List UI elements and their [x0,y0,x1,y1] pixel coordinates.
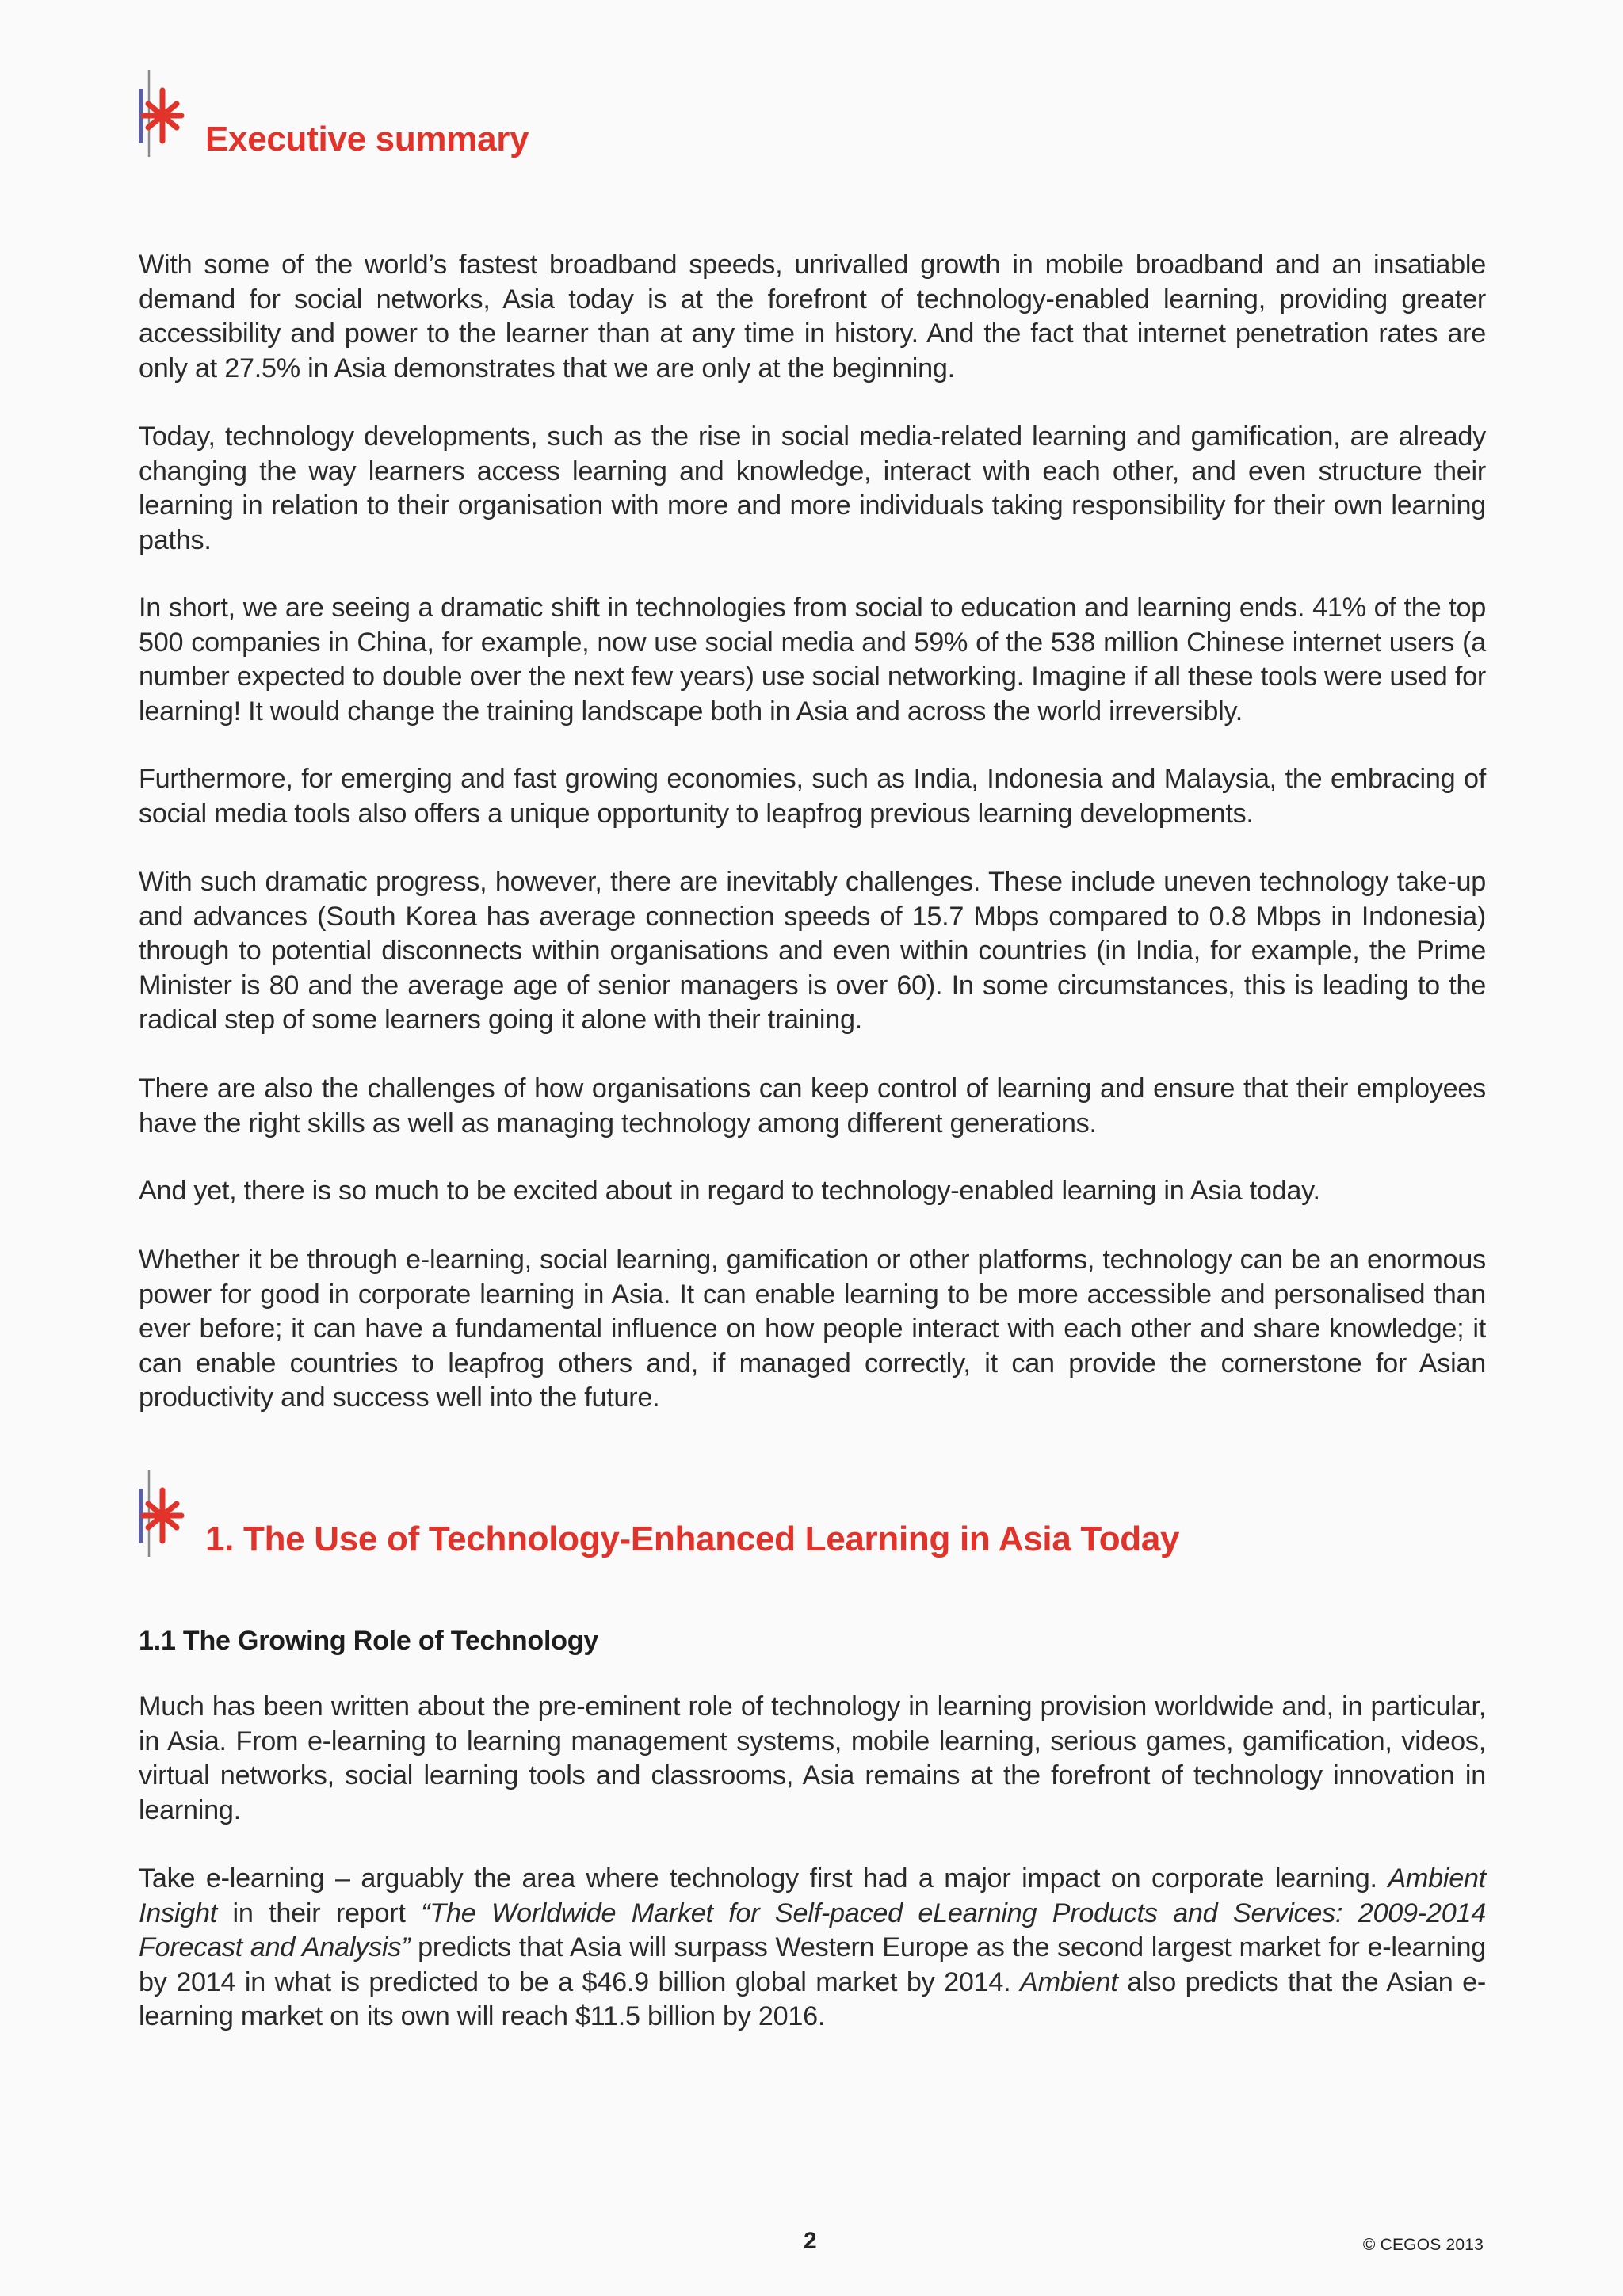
subsection-title: 1.1 The Growing Role of Technology [139,1626,599,1656]
paragraph: Much has been written about the pre-eminent role of technology in learning provision worldwide and, in particular, in Asia. From e-learning to learning management systems, mobile learning, serious games, gamification, videos, virtual networks, social learning tools and classrooms, Asia remains at the forefront of technology innovation in learning. [139,1691,1486,1825]
italic-text-run: Ambient Insight [139,1863,1486,1928]
text-run: predicts that Asia will surpass Western Europe as the second largest market for e-learning by 2014 in what is predicted to be a $46.9 billion global market by 2014. [139,1932,1486,1997]
paragraph: In short, we are seeing a dramatic shift in technologies from social to education and learning ends. 41% of the top 500 companies in China, for example, now use social media and 59% of the 538 million Chinese internet users (a number expected to double over the next few years) use social networking. Imagine if all these tools were used for learning! It would change the training landscape both in Asia and across the world irreversibly. [139,593,1486,727]
italic-text-run: Ambient [1020,1966,1118,1997]
paragraph: With some of the world’s fastest broadband speeds, unrivalled growth in mobile broadband and an insatiable demand for social networks, Asia today is at the forefront of technology-enabled learning, providing greater accessibility and power to the learner than at any time in history. And the fact that internet penetration rates are only at 27.5% in Asia demonstrates that we are only at the beginning. [139,250,1486,383]
page-number: 2 [804,2228,817,2254]
paragraph: Today, technology developments, such as the rise in social media-related learning and gamification, are already changing the way learners access learning and knowledge, interact with each other, and even structure their learning in relation to their organisation with more and more individuals taking responsibility for their own learning paths. [139,421,1486,555]
cegos-asterisk-icon [137,70,200,157]
copyright-notice: © CEGOS 2013 [1362,2236,1484,2254]
section-title: 1. The Use of Technology-Enhanced Learning in Asia Today [205,1520,1180,1558]
section-heading-technology-learning [137,1470,1484,1557]
paragraph: There are also the challenges of how organisations can keep control of learning and ensure that their employees have the right skills as well as managing technology among different generations. [139,1074,1486,1138]
text-run: Take e-learning – arguably the area where technology first had a major impact on corporate learning. [139,1863,1388,1894]
cegos-asterisk-icon [137,1470,200,1557]
italic-text-run: “The Worldwide Market for Self-paced eLearning Products and Services: 2009-2014 Forecast and Analysis” [139,1897,1486,1962]
section-heading-executive-summary [137,70,1484,157]
paragraph: Whether it be through e-learning, social learning, gamification or other platforms, technology can be an enormous power for good in corporate learning in Asia. It can enable learning to be more accessible and personalised than ever before; it can have a fundamental influence on how people interact with each other and share knowledge; it can enable countries to leapfrog others and, if managed correctly, it can provide the cornerstone for Asian productivity and success well into the future. [139,1245,1486,1413]
paragraph: Furthermore, for emerging and fast growing economies, such as India, Indonesia and Malaysia, the embracing of social media tools also offers a unique opportunity to leapfrog previous learning developments. [139,764,1486,829]
paragraph: With such dramatic progress, however, there are inevitably challenges. These include uneven technology take-up and advances (South Korea has average connection speeds of 15.7 Mbps compared to 0.8 Mbps in Indonesia) through to potential disconnects within organisations and even within countries (in India, for example, the Prime Minister is 80 and the average age of senior managers is over 60). In some circumstances, this is leading to the radical step of some learners going it alone with their training. [139,867,1486,1035]
section-title: Executive summary [205,120,529,158]
text-run: in their report [216,1897,422,1928]
paragraph: And yet, there is so much to be excited about in regard to technology-enabled learning in Asia today. [139,1176,1320,1206]
paragraph [139,1862,1486,2035]
text-run: also predicts that the Asian e-learning market on its own will reach $11.5 billion by 2016. [139,1966,1487,2031]
